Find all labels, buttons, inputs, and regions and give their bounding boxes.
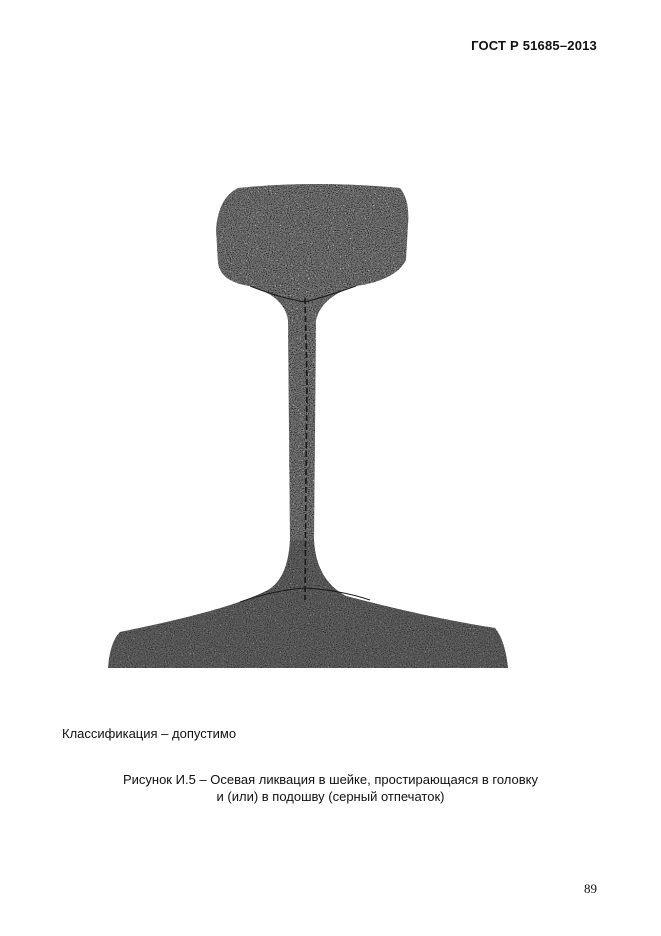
figure-caption [0, 771, 661, 805]
rail-sulfur-print-figure [100, 180, 520, 680]
document-standard-header: ГОСТ Р 51685–2013 [471, 38, 597, 53]
caption-line-2: и (или) в подошву (серный отпечаток) [216, 789, 445, 804]
classification-note: Классификация – допустимо [62, 726, 237, 741]
caption-line-1: Рисунок И.5 – Осевая ликвация в шейке, простирающаяся в головку [122, 772, 539, 787]
page-number: 89 [584, 881, 597, 896]
rail-profile-image [100, 180, 520, 680]
